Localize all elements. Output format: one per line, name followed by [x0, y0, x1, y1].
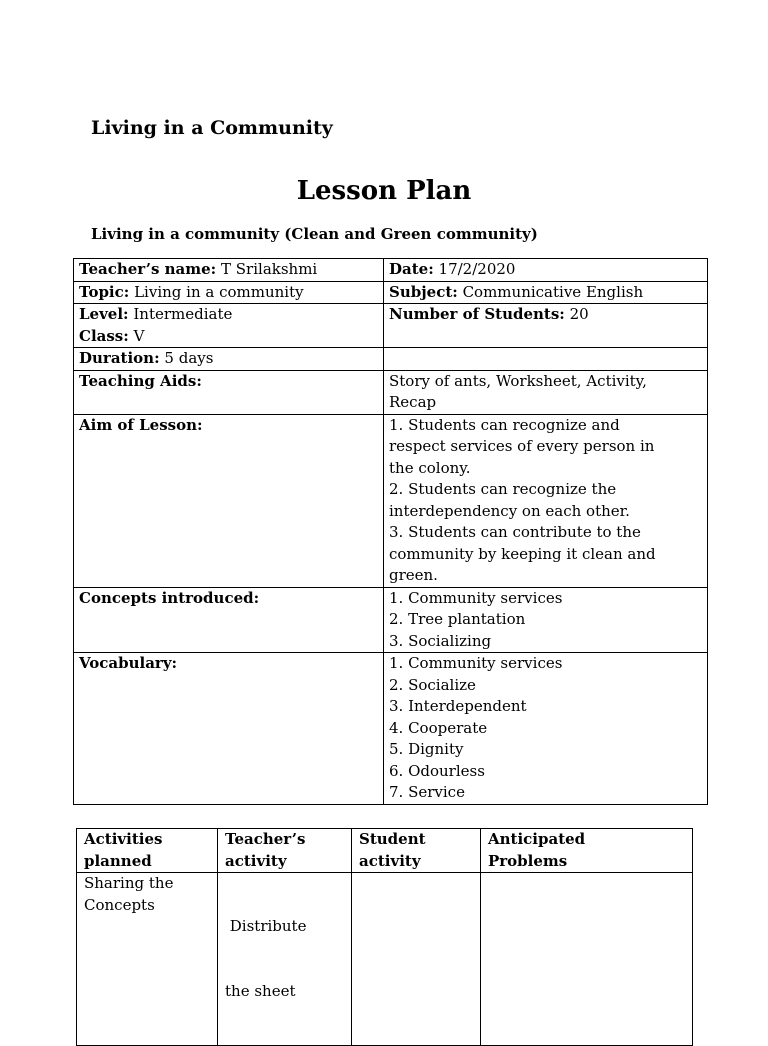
header-line: Anticipated [488, 830, 586, 848]
concept-item: 2. Tree plantation [389, 610, 526, 628]
topic-label: Topic: [79, 282, 130, 301]
students-label: Number of Students: [389, 305, 565, 323]
teacher-activity-cell [218, 873, 352, 1046]
activity-planned-cell [77, 873, 218, 1046]
header-line: Student [359, 830, 426, 848]
header-anticipated-problems [481, 829, 693, 873]
header-line: planned [84, 851, 152, 870]
table-row [74, 259, 708, 282]
table-row [74, 370, 708, 414]
duration-cell [74, 348, 384, 371]
vocabulary-label-cell [74, 653, 384, 805]
aim-line: the colony. [389, 458, 471, 477]
anticipated-problems-cell [481, 873, 693, 1046]
teacher-name-label: Teacher’s name: [79, 260, 217, 278]
header-activities-planned [77, 829, 218, 873]
header-line: Activities [84, 830, 163, 848]
vocabulary-label: Vocabulary: [79, 654, 178, 672]
aim-line: 1. Students can recognize and [389, 415, 620, 434]
lesson-details-table [73, 258, 708, 805]
vocabulary-item: 1. Community services [389, 654, 563, 672]
level-class-cell [74, 304, 384, 348]
table-row [74, 587, 708, 653]
vocabulary-item: 4. Cooperate [389, 718, 488, 737]
level-value: Intermediate [133, 305, 233, 323]
class-value: V [133, 326, 145, 345]
vocabulary-value-cell [384, 653, 708, 805]
concept-item: 1. Community services [389, 588, 563, 607]
date-cell [384, 259, 708, 282]
teaching-aids-label: Teaching Aids: [79, 371, 202, 390]
subject-value: Communicative English [462, 282, 644, 301]
teaching-aids-label-cell [74, 370, 384, 414]
header-teacher-activity [218, 829, 352, 873]
date-value: 17/2/2020 [438, 260, 516, 278]
aim-line: interdependency on each other. [389, 501, 630, 520]
header-line: Teacher’s [225, 830, 306, 848]
aim-line: respect services of every person in [389, 437, 655, 455]
table-row [74, 281, 708, 304]
table-row [74, 348, 708, 371]
teaching-aids-line: Story of ants, Worksheet, Activity, [389, 371, 647, 390]
teacher-name-value: T Srilakshmi [221, 260, 318, 278]
activities-table [76, 828, 693, 1046]
aim-line: community by keeping it clean and [389, 544, 656, 563]
concepts-value-cell [384, 587, 708, 653]
table-row [74, 304, 708, 348]
teacher-name-cell [74, 259, 384, 282]
concepts-label-cell [74, 587, 384, 653]
header-line: activity [225, 851, 287, 870]
cell-line: Concepts [84, 895, 155, 914]
teaching-aids-value-cell [384, 370, 708, 414]
aim-line: 3. Students can contribute to the [389, 523, 641, 541]
vocabulary-item: 2. Socialize [389, 675, 476, 694]
duration-value: 5 days [164, 349, 214, 367]
vocabulary-item: 7. Service [389, 783, 465, 801]
duration-label: Duration: [79, 349, 160, 367]
header-line: activity [359, 851, 421, 870]
vocabulary-item: 5. Dignity [389, 740, 464, 758]
level-label: Level: [79, 305, 129, 323]
teaching-aids-line: Recap [389, 393, 437, 411]
student-activity-cell [352, 873, 481, 1046]
aim-line: 2. Students can recognize the [389, 480, 617, 498]
aim-label-cell [74, 414, 384, 587]
document-heading: Living in a Community [91, 117, 333, 139]
aim-value-cell [384, 414, 708, 587]
lesson-subheading: Living in a community (Clean and Green community) [91, 225, 538, 243]
subject-label: Subject: [389, 282, 458, 301]
header-line: Problems [488, 851, 568, 870]
class-label: Class: [79, 326, 129, 345]
table-row [74, 653, 708, 805]
header-student-activity [352, 829, 481, 873]
concepts-label: Concepts introduced: [79, 588, 260, 607]
lesson-plan-title: Lesson Plan [296, 176, 472, 206]
aim-label: Aim of Lesson: [79, 415, 203, 434]
cell-line: Sharing the [84, 874, 174, 892]
vocabulary-item: 6. Odourless [389, 761, 485, 780]
subject-cell [384, 281, 708, 304]
students-value: 20 [569, 305, 589, 323]
table-row [77, 873, 693, 1046]
vocabulary-item: 3. Interdependent [389, 697, 527, 715]
cell-line: the sheet [225, 981, 296, 1000]
students-cell [384, 304, 708, 348]
date-label: Date: [389, 260, 434, 278]
topic-cell [74, 281, 384, 304]
cell-line: Distribute [225, 917, 307, 935]
aim-line: green. [389, 566, 438, 584]
table-row [74, 414, 708, 587]
topic-value: Living in a community [134, 282, 304, 301]
table-header-row [77, 829, 693, 873]
empty-cell [384, 348, 708, 371]
concept-item: 3. Socializing [389, 631, 492, 650]
